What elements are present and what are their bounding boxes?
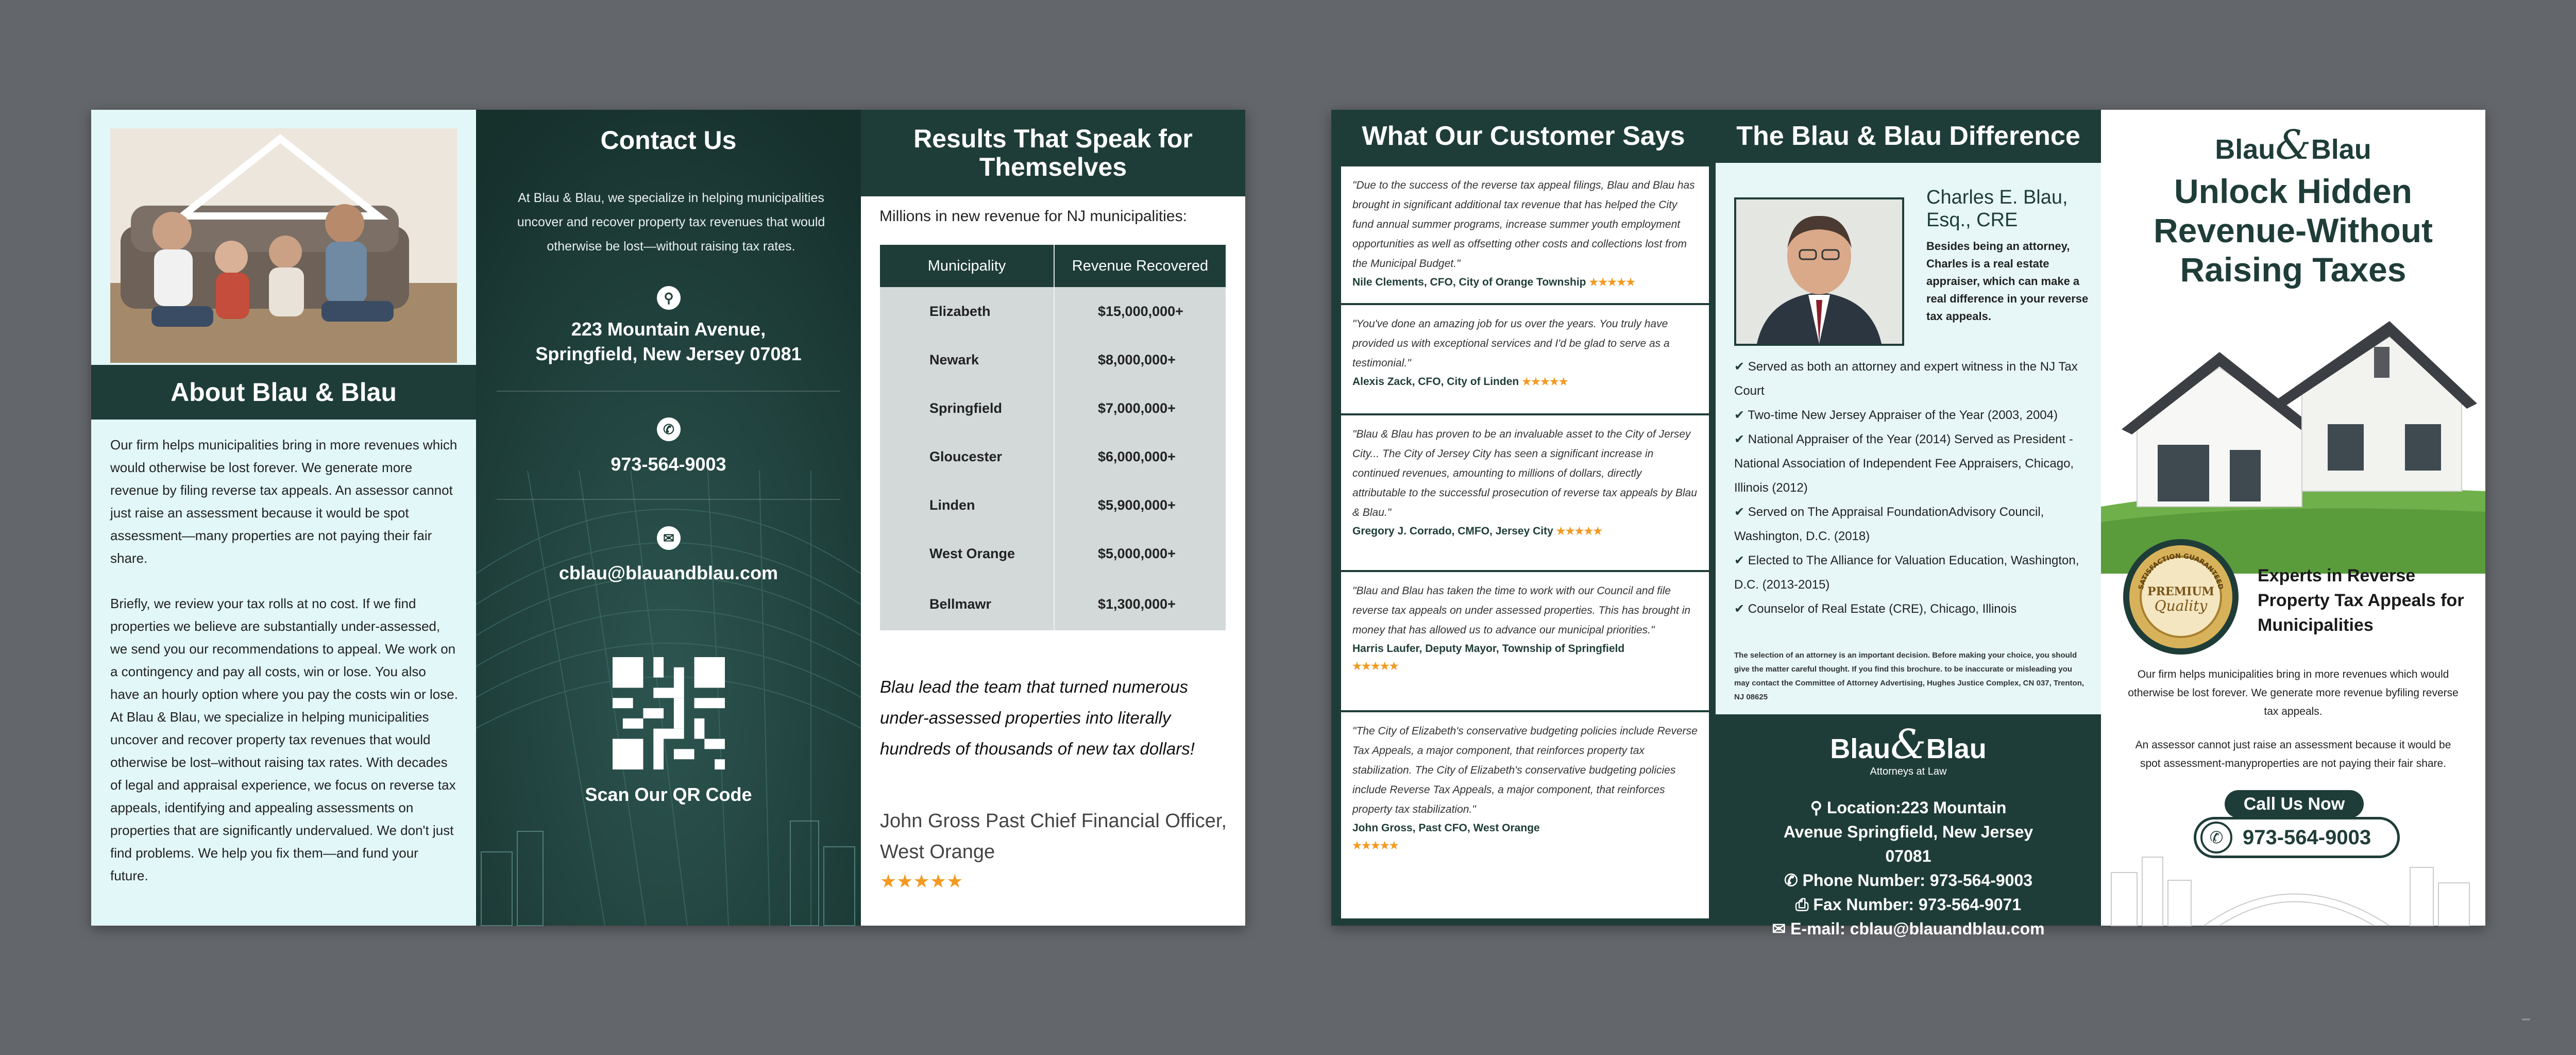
- cell-revenue: $8,000,000+: [1054, 336, 1226, 384]
- brochure-inside-sheet: [91, 110, 1245, 926]
- cover-logo: [2101, 122, 2485, 169]
- contact-intro: At Blau & Blau, we specialize in helping municipalities uncover and recover property tax revenues that would otherwise be lost—without raising tax rates.: [517, 191, 825, 254]
- results-title: Results That Speak for Themselves: [861, 110, 1245, 196]
- testimonial-quote: "You've done an amazing job for us over the years. You truly have provided us with exceptional services and I'd be glad to serve as a testimonial.": [1352, 318, 1670, 369]
- revenue-table: [880, 245, 1226, 630]
- about-body: [110, 433, 458, 910]
- logo-ampersand: &: [2275, 122, 2311, 169]
- testimonial-quote: "Blau & Blau has proven to be an invaluable asset to the City of Jersey City... The City of Jersey City has seen a significant increase in continued revenues, amounting to millions of dollars, directly attributable to the successful prosecution of reverse tax appeals by Blau & Blau.": [1352, 428, 1697, 518]
- star-rating: ★★★★★: [1589, 277, 1635, 288]
- seal-bottom-text: Quality: [2154, 597, 2208, 614]
- logo-word: Blau: [1926, 733, 1987, 764]
- results-panel: [861, 110, 1245, 926]
- cell-municipality: Bellmawr: [880, 578, 1054, 630]
- call-us-now-button[interactable]: Call Us Now: [2225, 790, 2364, 818]
- difference-title: The Blau & Blau Difference: [1716, 110, 2101, 163]
- cell-revenue: $15,000,000+: [1054, 287, 1226, 336]
- cell-municipality: Gloucester: [880, 432, 1054, 481]
- firm-fax: [1716, 893, 2101, 917]
- fax-text: Fax Number: 973-564-9071: [1813, 895, 2022, 914]
- cell-municipality: West Orange: [880, 529, 1054, 578]
- cell-revenue: $5,900,000+: [1054, 481, 1226, 529]
- divider: [497, 391, 840, 392]
- col-revenue: Revenue Recovered: [1054, 245, 1226, 287]
- contact-phone[interactable]: 973-564-9003: [611, 454, 726, 475]
- firm-location: [1716, 796, 2101, 868]
- phone-icon: ✆: [2200, 822, 2232, 853]
- divider: [497, 499, 840, 500]
- list-item: ✔ National Appraiser of the Year (2014) Served as President - National Association of Independent Fee Appraisers, Chicago, Illinois (2012): [1734, 427, 2090, 500]
- cell-municipality: Springfield: [880, 384, 1054, 432]
- attorney-name: Charles E. Blau, Esq., CRE: [1926, 187, 2068, 231]
- star-rating: ★★★★★: [1352, 661, 1399, 672]
- table-row: [880, 481, 1226, 529]
- list-item: ✔ Elected to The Alliance for Valuation Education, Washington, D.C. (2013-2015): [1734, 548, 2090, 597]
- firm-logo: [1716, 722, 2101, 768]
- testimonial-card: [1341, 166, 1709, 303]
- list-item: ✔ Served as both an attorney and expert witness in the NJ Tax Court: [1734, 355, 2090, 403]
- list-item: ✔ Counselor of Real Estate (CRE), Chicago, Illinois: [1734, 597, 2090, 621]
- attorney-portrait: [1734, 197, 1904, 346]
- testimonials-title: What Our Customer Says: [1331, 110, 1716, 163]
- cover-tagline: Experts in Reverse Property Tax Appeals for Municipalities: [2258, 566, 2464, 635]
- testimonial-card: [1341, 572, 1709, 710]
- email-icon: ✉: [1772, 919, 1791, 938]
- testimonials-panel: [1331, 110, 1716, 926]
- email-text: E-mail: cblau@blauandblau.com: [1790, 919, 2045, 938]
- location-pin-icon: ⚲: [657, 286, 681, 310]
- contact-email[interactable]: cblau@blauandblau.com: [558, 562, 778, 583]
- fax-icon: ⎙: [1795, 895, 1814, 914]
- about-paragraph-2: Briefly, we review your tax rolls at no cost. If we find properties we believe are substantially under-assessed, we send you our recommendations to appeal. We work on a contingency and pay all costs, win or lose. You also have an hourly option where you pay the costs win or lose. At Blau & Blau, we specialize in helping municipalities uncover and recover property tax revenues that would otherwise be lost–without raising tax rates. With decades of legal and appraisal experience, we focus on reverse tax appeals, identifying and appealing assessments on properties that are significantly undervalued. We don't just find problems. We help you fix them—and fund your future.: [110, 596, 458, 883]
- testimonial-card: [1341, 415, 1709, 570]
- about-panel: [91, 110, 476, 926]
- contact-content: [476, 110, 861, 926]
- testimonial-card: [1341, 712, 1709, 918]
- star-rating: ★★★★★: [1352, 840, 1399, 851]
- house-illustration: [2101, 306, 2485, 574]
- star-rating: ★★★★★: [880, 870, 963, 892]
- star-rating: ★★★★★: [1522, 376, 1568, 388]
- firm-contact-rows: [1716, 796, 2101, 941]
- contact-panel: [476, 110, 861, 926]
- location-text: Location:223 Mountain Avenue Springfield, New Jersey 07081: [1783, 798, 2033, 865]
- page-marker: [2522, 1018, 2530, 1020]
- author-name: Harris Laufer, Deputy Mayor, Township of Springfield: [1352, 643, 1625, 655]
- cell-municipality: Newark: [880, 336, 1054, 384]
- brochure-outside-sheet: [1331, 110, 2485, 938]
- phone-text: Phone Number: 973-564-9003: [1802, 871, 2033, 890]
- phone-icon: ✆: [1784, 871, 1803, 890]
- firm-contact-block: [1716, 714, 2101, 938]
- testimonial-author: [1352, 819, 1698, 855]
- testimonial-quote: "The City of Elizabeth's conservative budgeting policies include Reverse Tax Appeals, a major component, that reinforces property tax stabilization. The City of Elizabeth's conservative budgeting policies include Reverse Tax Appeals, a major component, that reinforces property tax stabilization.": [1352, 725, 1698, 815]
- star-rating: ★★★★★: [1556, 526, 1603, 537]
- author-name: Gregory J. Corrado, CMFO, Jersey City: [1352, 525, 1553, 537]
- testimonial-author: [1352, 640, 1698, 675]
- testimonial-quote: "Blau and Blau has taken the time to work with our Council and file reverse tax appeals on under assessed properties. This has brought in money that has allowed us to advance our municipal priorities.": [1352, 585, 1691, 636]
- results-quote: Blau lead the team that turned numerous under-assessed properties into literally hundreds of thousands of new tax dollars!: [880, 677, 1195, 758]
- cover-headline: Unlock Hidden Revenue-Without Raising Taxes: [2153, 172, 2433, 289]
- cell-revenue: $5,000,000+: [1054, 529, 1226, 578]
- testimonial-quote: "Due to the success of the reverse tax appeal filings, Blau and Blau has brought in significant additional tax revenue that has helped the City fund annual summer programs, increase summer youth employment opportunities as well as offsetting other costs and collections lost from the Municipal Budget.": [1352, 179, 1695, 270]
- premium-quality-seal: [2122, 538, 2240, 656]
- email-icon: ✉: [657, 526, 681, 550]
- about-title: About Blau & Blau: [91, 365, 476, 420]
- author-name: Nile Clements, CFO, City of Orange Township: [1352, 276, 1586, 288]
- credentials-list: [1734, 355, 2090, 621]
- author-name: John Gross, Past CFO, West Orange: [1352, 822, 1540, 834]
- list-item: ✔ Two-time New Jersey Appraiser of the Year (2003, 2004): [1734, 403, 2090, 427]
- cell-municipality: Linden: [880, 481, 1054, 529]
- seal-mid-text: PREMIUM: [2147, 585, 2214, 598]
- table-row: [880, 432, 1226, 481]
- testimonial-author: [1352, 523, 1698, 540]
- difference-panel: [1716, 110, 2101, 938]
- table-row: [880, 529, 1226, 578]
- firm-phone[interactable]: [1716, 868, 2101, 893]
- results-quote-author: John Gross Past Chief Financial Officer, West Orange: [880, 810, 1227, 863]
- phone-icon: ✆: [657, 417, 681, 441]
- logo-word: Blau: [1830, 733, 1891, 764]
- table-row: [880, 384, 1226, 432]
- contact-address-line2: Springfield, New Jersey 07081: [535, 343, 802, 364]
- firm-tagline: Attorneys at Law: [1870, 766, 1947, 777]
- logo-ampersand: &: [1890, 722, 1926, 768]
- attorney-bio: Besides being an attorney, Charles is a real estate appraiser, which can make a real difference in your reverse tax appeals.: [1926, 240, 2089, 323]
- qr-code[interactable]: [613, 657, 725, 769]
- cell-revenue: $1,300,000+: [1054, 578, 1226, 630]
- cell-municipality: Elizabeth: [880, 287, 1054, 336]
- about-paragraph-1: Our firm helps municipalities bring in more revenues which would otherwise be lost forever. We generate more revenue by filing reverse tax appeals. An assessor cannot just raise an assessment because it would be spot assessment—many properties are not paying their fair share.: [110, 437, 457, 566]
- logo-word: Blau: [2215, 134, 2276, 165]
- cover-panel: [2101, 110, 2485, 926]
- contact-address-line1: 223 Mountain Avenue,: [571, 319, 766, 340]
- testimonial-card: [1341, 305, 1709, 413]
- skyline-sketch: [2101, 852, 2485, 926]
- seal-top-text: SATISFACTION GUARANTEED: [2137, 552, 2225, 591]
- cell-revenue: $6,000,000+: [1054, 432, 1226, 481]
- cover-blurb-1: Our firm helps municipalities bring in more revenues which would otherwise be lost forever. We generate more revenue byfiling reverse tax appeals.: [2128, 668, 2459, 717]
- cell-revenue: $7,000,000+: [1054, 384, 1226, 432]
- results-subtitle: Millions in new revenue for NJ municipalities:: [879, 208, 1187, 225]
- table-row: [880, 336, 1226, 384]
- cover-phone-button[interactable]: [2194, 817, 2400, 858]
- logo-word: Blau: [2311, 134, 2371, 165]
- cover-blurb-2: An assessor cannot just raise an assessment because it would be spot assessment-manyproperties are not paying their fair share.: [2135, 739, 2451, 769]
- table-row: [880, 287, 1226, 336]
- firm-email[interactable]: [1716, 917, 2101, 941]
- attorney-disclaimer: The selection of an attorney is an important decision. Before making your choice, you should give the matter careful thought. If you find this brochure. to be inaccurate or misleading you may contact the Committee of Attorney Advertising, Hughes Justice Complex, CN 037, Trenton, NJ 08625: [1734, 651, 2084, 701]
- table-row: [880, 578, 1226, 630]
- cover-phone-number: 973-564-9003: [2243, 826, 2371, 849]
- testimonial-author: [1352, 274, 1698, 291]
- location-pin-icon: ⚲: [1810, 798, 1827, 817]
- family-home-photo: [110, 128, 457, 363]
- col-municipality: Municipality: [880, 245, 1054, 287]
- qr-label: Scan Our QR Code: [585, 784, 752, 805]
- author-name: Alexis Zack, CFO, City of Linden: [1352, 376, 1519, 388]
- list-item: ✔ Served on The Appraisal FoundationAdvisory Council, Washington, D.C. (2018): [1734, 500, 2090, 548]
- contact-title: Contact Us: [600, 126, 737, 155]
- testimonial-author: [1352, 373, 1698, 391]
